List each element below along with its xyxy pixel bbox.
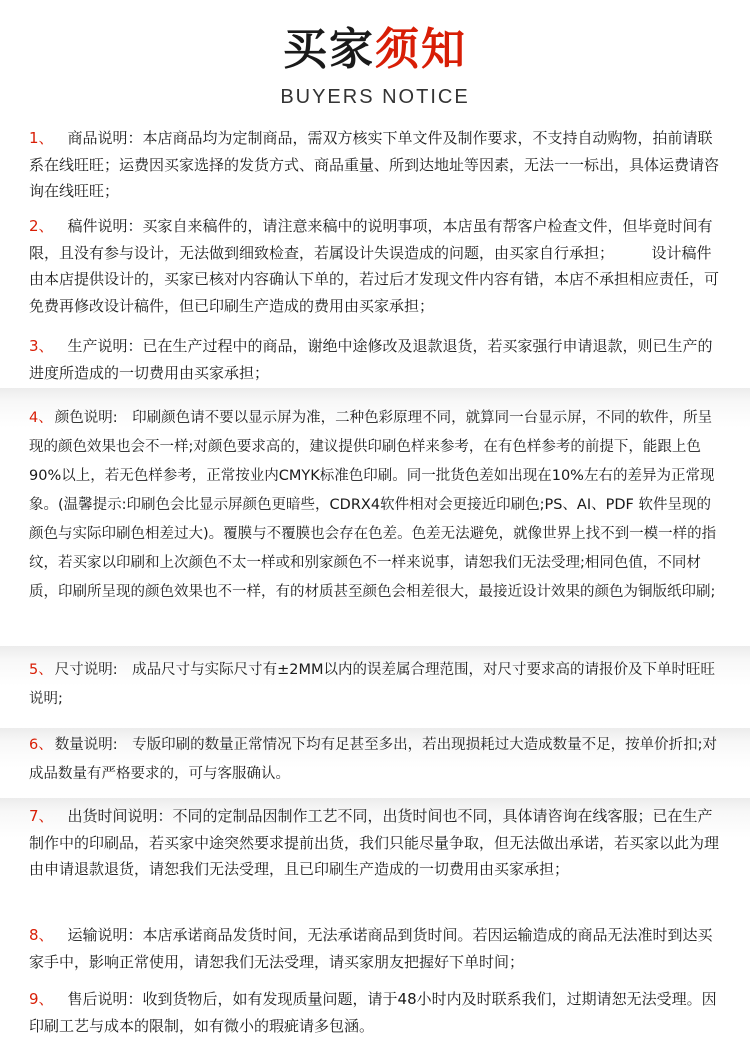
notice-text: 售后说明：收到货物后，如有发现质量问题，请于48小时内及时联系我们，过期请恕无法受理。因印刷工艺与成本的限制，如有微小的瑕疵请多包涵。 [29, 990, 717, 1035]
notice-number: 4、 [29, 410, 53, 426]
notice-number: 9、 [29, 990, 54, 1008]
notice-item-7 [29, 803, 724, 883]
notice-item-9 [29, 986, 724, 1039]
notice-number: 5、 [29, 662, 53, 678]
notice-text: 尺寸说明: 成品尺寸与实际尺寸有±2MM以内的误差属合理范围，对尺寸要求高的请报价及下单时旺旺说明; [29, 662, 716, 707]
notice-item-6 [29, 731, 724, 789]
notice-number: 8、 [29, 926, 54, 944]
notice-text: 商品说明：本店商品均为定制商品，需双方核实下单文件及制作要求，不支持自动购物，拍前请联系在线旺旺；运费因买家选择的发货方式、商品重量、所到达地址等因素，无法一一标出，具体运费请咨询在线旺旺； [29, 129, 720, 200]
notice-text: 颜色说明: 印刷颜色请不要以显示屏为准，二种色彩原理不同，就算同一台显示屏，不同的软件，所呈现的颜色效果也会不一样;对颜色要求高的，建议提供印刷色样来参考，在有色样参考的前提下，能跟上色90%以上，若无色样参考，正常按业内CMYK标准色印刷。同一批货色差如出现在10%左右的差异为正常现象。(温馨提示:印刷色会比显示屏颜色更暗些，CDRX4软件相对会更接近印刷色;PS、AI、PDF 软件呈现的颜色与实际印刷色相差过大)。覆膜与不覆膜也会存在色差。色差无法避免，就像世界上找不到一模一样的指纹，若买家以印刷和上次颜色不太一样或和别家颜色不一样来说事，请恕我们无法受理;相同色值，不同材质，印刷所呈现的颜色效果也不一样，有的材质甚至颜色会相差很大，最接近设计效果的颜色为铜版纸印刷; [29, 410, 717, 600]
notice-item-3 [29, 333, 724, 386]
page-title [0, 22, 750, 78]
notice-item-4 [29, 404, 724, 607]
title-red-part: 须知 [375, 24, 467, 75]
notice-text: 运输说明：本店承诺商品发货时间，无法承诺商品到货时间。若因运输造成的商品无法准时到达买家手中，影响正常使用，请恕我们无法受理，请买家朋友把握好下单时间； [29, 926, 713, 971]
notice-number: 2、 [29, 217, 54, 235]
notice-text: 出货时间说明：不同的定制品因制作工艺不同，出货时间也不同，具体请咨询在线客服；已在生产制作中的印刷品，若买家中途突然要求提前出货，我们只能尽量争取，但无法做出承诺，若买家以此为理由申请退款退货，请恕我们无法受理，且已印刷生产造成的一切费用由买家承担； [29, 807, 720, 878]
notice-number: 1、 [29, 129, 54, 147]
notice-item-5 [29, 656, 724, 714]
notice-item-8 [29, 922, 724, 975]
header [0, 0, 750, 115]
notice-item-1 [29, 125, 724, 205]
notice-number: 7、 [29, 807, 54, 825]
title-dark-part: 买家 [283, 24, 375, 75]
notice-number: 6、 [29, 737, 53, 753]
notice-text: 稿件说明：买家自来稿件的，请注意来稿中的说明事项，本店虽有帮客户检查文件，但毕竟时间有限，且没有参与设计，无法做到细致检查，若属设计失误造成的问题，由买家自行承担； 设计稿件由本店提供设计的，买家已核对内容确认下单的，若过后才发现文件内容有错，本店不承担相应责任，可免费再修改设计稿件，但已印刷生产造成的费用由买家承担； [29, 217, 720, 315]
notice-text: 生产说明：已在生产过程中的商品，谢绝中途修改及退款退货，若买家强行申请退款，则已生产的进度所造成的一切费用由买家承担； [29, 337, 713, 382]
notice-number: 3、 [29, 337, 54, 355]
page-subtitle: BUYERS NOTICE [280, 86, 470, 108]
notice-text: 数量说明: 专版印刷的数量正常情况下均有足甚至多出，若出现损耗过大造成数量不足，按单价折扣;对成品数量有严格要求的，可与客服确认。 [29, 737, 718, 782]
notice-item-2 [29, 213, 724, 319]
